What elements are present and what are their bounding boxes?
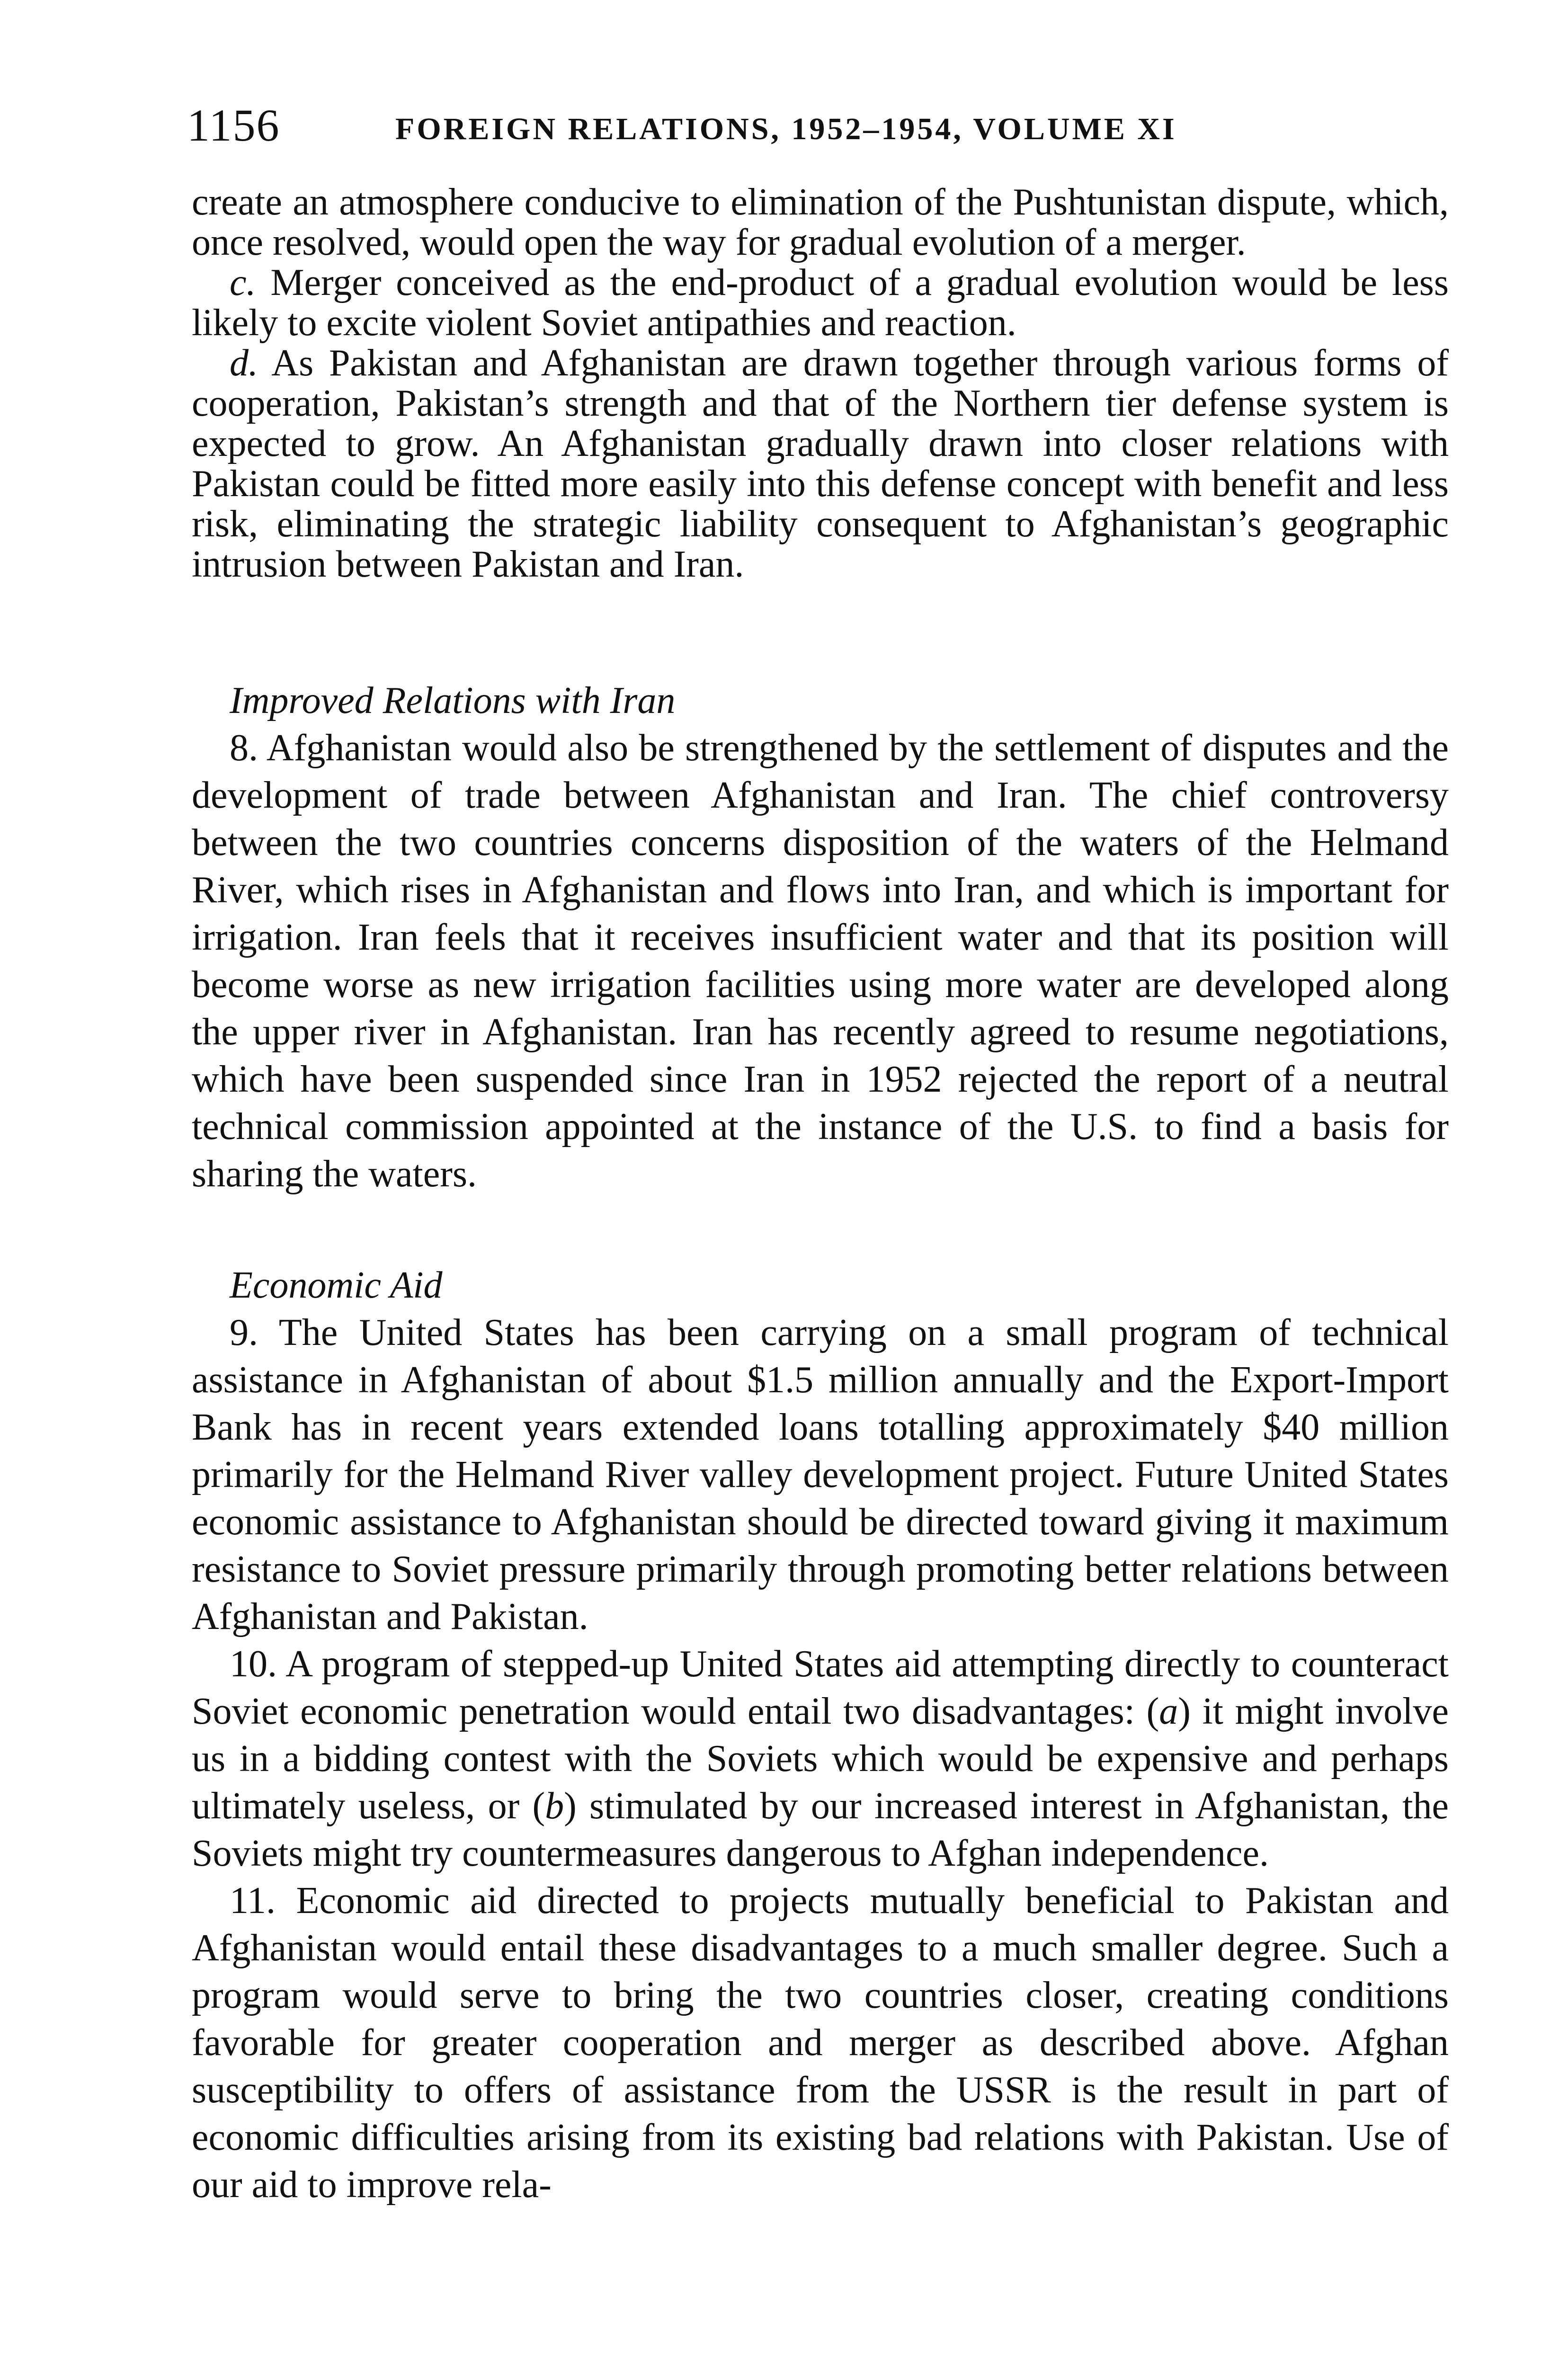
paragraph-8: 8. Afghanistan would also be strengthened by the settlement of disputes and the development of trade between Afghanistan and Iran. The chief controversy between the two countries concerns disposition of the waters of the Helmand River, which rises in Afghanistan and flows into Iran, and which is important for irrigation. Iran feels that it receives insufficient water and that its position will become worse as new irrigation facilities using more water are developed along the upper river in Afghanistan. Iran has recently agreed to resume negotiations, which have been suspended since Iran in 1952 rejected the report of a neutral technical commission appointed at the instance of the U.S. to find a basis for sharing the waters.	[192, 727, 1449, 1195]
paragraph-d	[192, 343, 1449, 585]
text-block-merger	[192, 182, 1449, 585]
paragraph-d-text: As Pakistan and Afghanistan are drawn together through various forms of cooperation, Pakistan’s strength and that of the Northern tier defense system is expected to grow. An Afghanistan gradually drawn into closer relations with Pakistan could be fitted more easily into this defense concept with benefit and less risk, eliminating the strategic liability consequent to Afghanistan’s geographic intrusion between Pakistan and Iran.	[192, 342, 1449, 585]
paragraph-9: 9. The United States has been carrying on a small program of technical assistance in Afghanistan of about $1.5 million annually and the Export-Import Bank has in recent years extended loans totalling approximately $40 million primarily for the Helmand River valley development project. Future United States economic assistance to Afghanistan should be directed toward giving it maximum resistance to Soviet pressure primarily through promoting better relations between Afghanistan and Pakistan.	[192, 1312, 1449, 1637]
paragraph-10-marker-b: b	[545, 1785, 564, 1827]
paragraph-c	[192, 263, 1449, 343]
paragraph-c-marker: c.	[230, 262, 256, 303]
paragraph-10-part-2: ) it might involve us in a bidding contest with the Soviets which would be expensive and perhaps ultimately useless, or (	[192, 1691, 1449, 1827]
paragraph-10	[192, 1640, 1449, 1877]
section-heading-iran: Improved Relations with Iran	[230, 680, 676, 721]
paragraph-c-text: Merger conceived as the end-product of a gradual evolution would be less likely to excite violent Soviet antipathies and reaction.	[192, 262, 1449, 344]
section-heading-economic-aid: Economic Aid	[230, 1264, 443, 1306]
text-block-economic-aid	[192, 1262, 1449, 2208]
running-head: FOREIGN RELATIONS, 1952–1954, VOLUME XI	[395, 112, 1177, 146]
text-block-iran	[192, 677, 1449, 1198]
page-number: 1156	[187, 100, 280, 151]
paragraph-10-part-1: 10. A program of stepped-up United States aid attempting directly to counteract Soviet economic penetration would entail two disadvantages: (	[192, 1643, 1449, 1732]
paragraph-11: 11. Economic aid directed to projects mutually beneficial to Pakistan and Afghanistan would entail these disadvantages to a much smaller degree. Such a program would serve to bring the two countries closer, creating conditions favorable for greater cooperation and merger as described above. Afghan susceptibility to offers of assistance from the USSR is the result in part of economic difficulties arising from its existing bad relations with Pakistan. Use of our aid to improve rela-	[192, 1880, 1449, 2206]
paragraph-10-part-3: ) stimulated by our increased interest in Afghanistan, the Soviets might try countermeasures dangerous to Afghan independence.	[192, 1785, 1449, 1874]
paragraph-10-marker-a: a	[1159, 1691, 1178, 1732]
paragraph-continued: create an atmosphere conducive to elimination of the Pushtunistan dispute, which, once resolved, would open the way for gradual evolution of a merger.	[192, 181, 1449, 263]
page-header	[187, 97, 1456, 154]
paragraph-d-marker: d.	[230, 342, 258, 384]
